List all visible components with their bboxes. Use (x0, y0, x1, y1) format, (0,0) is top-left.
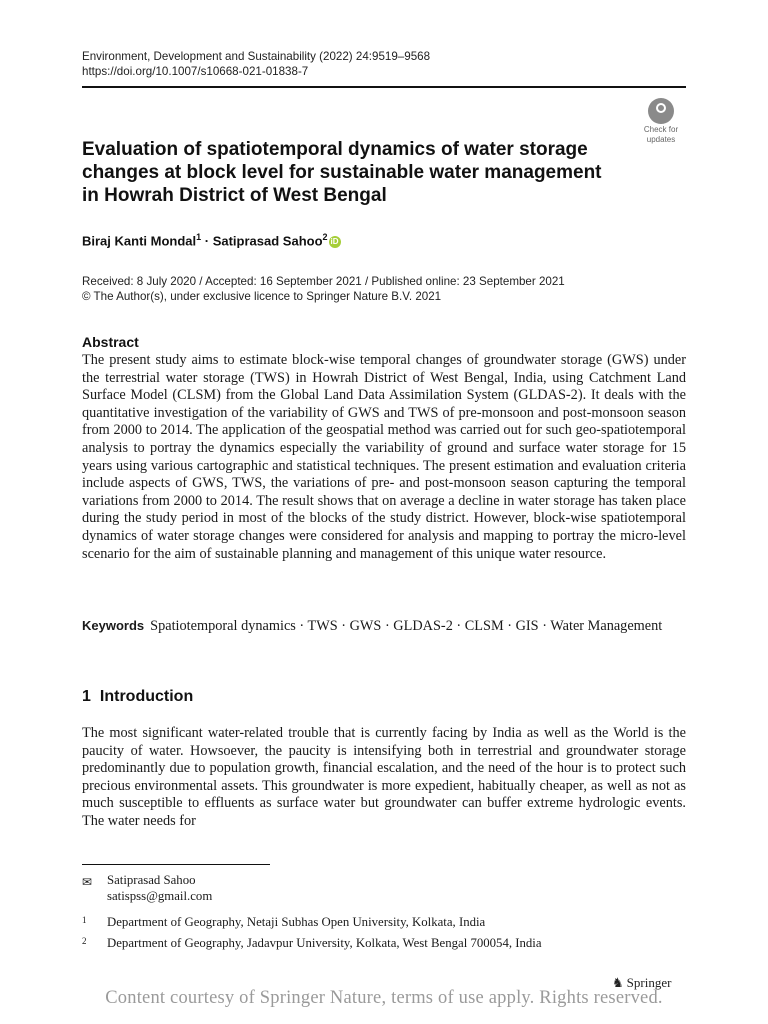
section-heading (82, 688, 193, 706)
author-name[interactable]: Biraj Kanti Mondal (82, 233, 197, 249)
affiliation-marker: 1 (196, 232, 202, 242)
orcid-icon[interactable]: iD (330, 237, 339, 247)
author-separator: · (201, 233, 213, 249)
corresponding-email[interactable]: satispss@gmail.com (107, 889, 213, 903)
affiliation-number: 1 (82, 915, 87, 925)
doi-link[interactable]: https://doi.org/10.1007/s10668-021-01838-7 (82, 65, 309, 78)
keywords-label: Keywords (82, 618, 145, 633)
footnote-rule (82, 864, 270, 865)
section-title: Introduction (99, 688, 194, 705)
keywords (82, 617, 686, 636)
author-list (82, 232, 341, 248)
envelope-icon: ✉ (82, 875, 93, 889)
courtesy-notice: Content courtesy of Springer Nature, terms of use apply. Rights reserved. (105, 988, 663, 1008)
section-number: 1 (82, 688, 91, 705)
affiliation (82, 914, 485, 930)
check-for-updates-badge[interactable] (636, 98, 686, 142)
keywords-text: Spatiotemporal dynamics · TWS · GWS · GLDAS-2 · CLSM · GIS · Water Management (150, 618, 663, 634)
affiliation-marker: 2 (322, 232, 328, 242)
check-updates-icon (648, 98, 674, 124)
abstract-text: The present study aims to estimate block-wise temporal changes of groundwater storage (GWS) under the terrestrial water storage (TWS) in Howrah District of West Bengal, India, using Catchment Land Surface Model (CLSM) from the Global Land Data Assimilation System (GLDAS-2). It deals with the quantitative investigation of the variability of GWS and TWS of pre-monsoon and post-monsoon season from 2000 to 2014. The application of the geospatial method was carried out for such geo-spatiotemporal analysis to portray the dynamics especially the variability of ground and surface water storage for 15 years using various cartographic and statistical techniques. The present estimation and evaluation criteria include aspects of GWS, TWS, the variations of pre- and post-monsoon season capturing the temporal variations from 2000 to 2014. The result shows that on average a decline in water storage has taken place during the study period in most of the blocks of the study district. However, block-wise spatiotemporal dynamics of water storage changes were considered for analysis and mapping to portray the micro-level scenario for the aim of sustainable planning and management of this unique water resource. (82, 352, 686, 562)
introduction-text: The most significant water-related trouble that is currently facing by India as well as the World is the paucity of water. Howsoever, the paucity is intensifying both in terrestrial and groundwater storage predominantly due to population growth, financial escalation, and the need of the hour is to protect such precious environmental assets. This groundwater is more expedient, habitually cheaper, as well as not as much susceptible to effluents as surface water but groundwater can buffer extreme hydrologic events. The water needs for (82, 725, 686, 829)
publication-history (82, 274, 565, 304)
badge-label-1: Check for (643, 125, 679, 134)
badge-label-2: updates (646, 135, 676, 144)
author-name[interactable]: Satiprasad Sahoo (212, 233, 323, 249)
corresponding-name: Satiprasad Sahoo (107, 873, 196, 887)
journal-citation: Environment, Development and Sustainability (2022) 24:9519–9568 (82, 50, 431, 63)
header-rule (82, 86, 686, 88)
affiliation-text: Department of Geography, Netaji Subhas Open University, Kolkata, India (107, 915, 486, 929)
corresponding-author (82, 872, 212, 904)
abstract-heading: Abstract (82, 334, 139, 350)
dates-line: Received: 8 July 2020 / Accepted: 16 September 2021 / Published online: 23 September 2021 (82, 275, 565, 288)
publisher-name: Springer (626, 975, 672, 990)
copyright-line: © The Author(s), under exclusive licence to Springer Nature B.V. 2021 (82, 290, 442, 303)
affiliation-text: Department of Geography, Jadavpur University, Kolkata, West Bengal 700054, India (107, 936, 542, 950)
springer-horse-icon: ♞ (612, 975, 624, 990)
article-title: Evaluation of spatiotemporal dynamics of water storage changes at block level for sustainable water management in Howrah District of West Bengal (82, 139, 602, 206)
affiliation-number: 2 (82, 936, 87, 946)
journal-header (82, 49, 430, 79)
affiliation (82, 935, 542, 951)
